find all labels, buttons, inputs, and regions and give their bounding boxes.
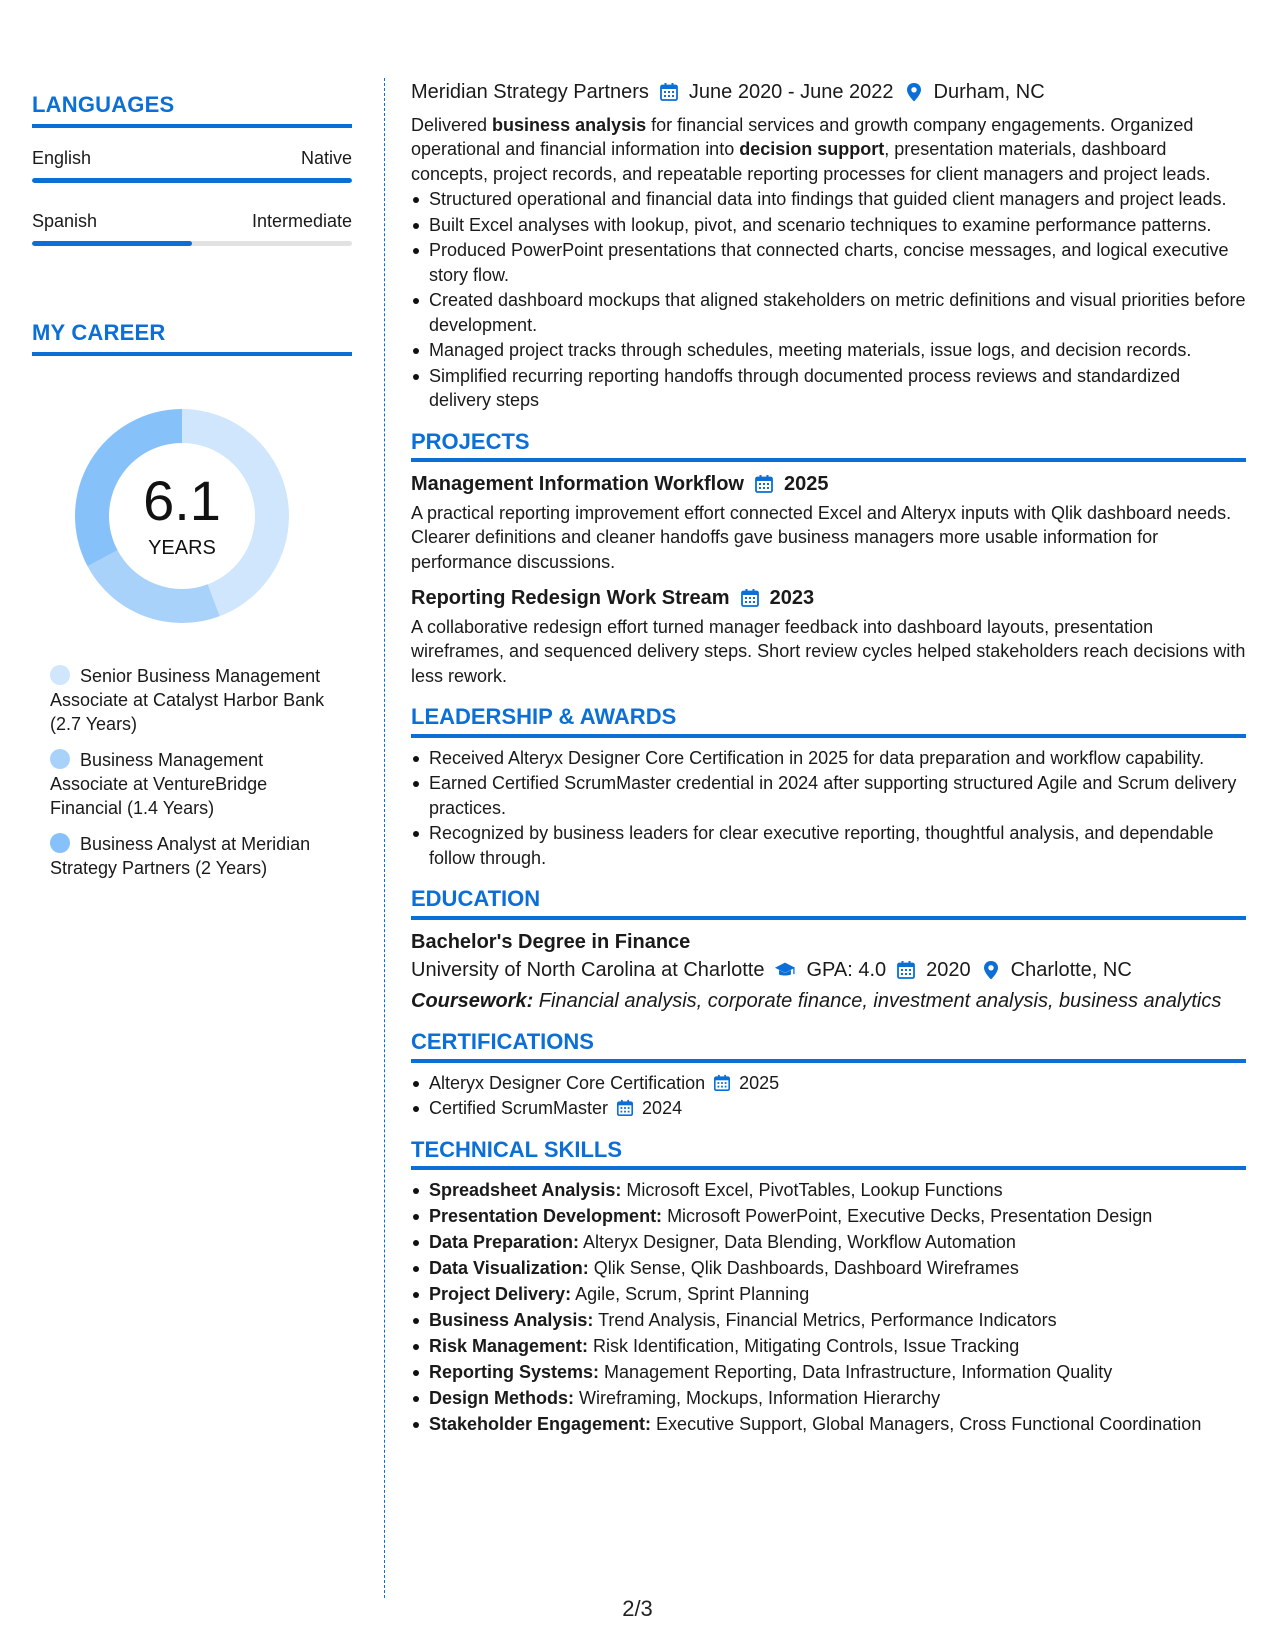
calendar-icon [896, 960, 916, 980]
awards-list [411, 746, 1246, 871]
education-gpa: GPA: 4.0 [806, 959, 887, 981]
main-content [411, 80, 1246, 1438]
skill-value: Wireframing, Mockups, Information Hierarchy [574, 1388, 941, 1408]
certification-year: 2024 [642, 1098, 683, 1118]
award-item: Earned Certified ScrumMaster credential in 2024 after supporting structured Agile and Scrum delivery practices. [411, 771, 1246, 820]
skill-item [411, 1334, 1246, 1359]
project-year: 2023 [769, 587, 815, 609]
job-summary [411, 113, 1246, 187]
calendar-icon [740, 588, 760, 608]
award-item: Received Alteryx Designer Core Certification in 2025 for data preparation and workflow capability. [411, 746, 1246, 771]
skill-item [411, 1360, 1246, 1385]
skill-item [411, 1412, 1246, 1437]
career-heading: MY CAREER [32, 320, 352, 356]
legend-dot [50, 665, 70, 685]
career-total-years: 6.1 [143, 468, 221, 532]
skill-label: Stakeholder Engagement: [429, 1414, 652, 1434]
language-proficiency-fill [32, 241, 192, 246]
career-donut-chart [66, 400, 298, 632]
skill-value: Alteryx Designer, Data Blending, Workflow Automation [579, 1232, 1016, 1252]
coursework-label: Coursework: [411, 989, 534, 1012]
skill-value: Agile, Scrum, Sprint Planning [571, 1284, 810, 1304]
graduation-cap-icon [774, 960, 796, 980]
calendar-icon [616, 1099, 634, 1117]
awards-heading: LEADERSHIP & AWARDS [411, 705, 1246, 738]
skill-item [411, 1178, 1246, 1203]
column-divider [384, 78, 385, 1598]
job-bullet: Managed project tracks through schedules, meeting materials, issue logs, and decision records. [411, 338, 1246, 363]
skills-heading: TECHNICAL SKILLS [411, 1138, 1246, 1171]
skill-label: Business Analysis: [429, 1310, 594, 1330]
skill-item [411, 1308, 1246, 1333]
language-name: English [32, 148, 92, 168]
skill-label: Project Delivery: [429, 1284, 572, 1304]
skill-item [411, 1386, 1246, 1411]
certification-year: 2025 [739, 1072, 780, 1093]
language-spanish [32, 211, 352, 246]
skill-value: Microsoft PowerPoint, Executive Decks, Presentation Design [662, 1206, 1153, 1226]
career-legend-item [50, 748, 340, 820]
award-item: Recognized by business leaders for clear executive reporting, thoughtful analysis, and dependable follow through. [411, 821, 1246, 870]
language-proficiency-bar [32, 178, 352, 183]
page-number: 2/3 [622, 1596, 653, 1621]
certification-item [411, 1071, 1246, 1096]
project-name: Management Information Workflow [411, 473, 744, 495]
project-description: A practical reporting improvement effort connected Excel and Alteryx inputs with Qlik dashboard needs. Clearer definitions and cleaner handoffs gave business managers more usable information for performance discussions. [411, 502, 1232, 572]
certifications-heading: CERTIFICATIONS [411, 1030, 1246, 1063]
legend-dot [50, 833, 70, 853]
job-header [411, 80, 1246, 105]
project-name: Reporting Redesign Work Stream [411, 587, 730, 609]
job-bullet: Simplified recurring reporting handoffs through documented process reviews and standardized delivery steps [411, 364, 1246, 413]
sidebar [32, 92, 352, 892]
education-location: Charlotte, NC [1010, 959, 1132, 981]
skill-value: Management Reporting, Data Infrastructure, Information Quality [599, 1362, 1113, 1382]
skill-label: Reporting Systems: [429, 1362, 600, 1382]
language-proficiency-fill [32, 178, 352, 183]
job-bullet: Produced PowerPoint presentations that connected charts, concise messages, and logical executive story flow. [411, 238, 1246, 287]
career-legend-item [50, 832, 340, 880]
summary-text: , presentation materials, dashboard concepts, project records, and repeatable reporting processes for client managers and project leads. [411, 139, 1211, 184]
skill-value: Trend Analysis, Financial Metrics, Performance Indicators [593, 1310, 1057, 1330]
career-legend-item [50, 664, 340, 736]
languages-heading: LANGUAGES [32, 92, 352, 128]
career-total-unit: YEARS [148, 536, 216, 559]
job-location: Durham, NC [933, 81, 1045, 103]
project-description: A collaborative redesign effort turned manager feedback into dashboard layouts, presentation wireframes, and sequenced delivery steps. Short review cycles helped stakeholders reach decisions with less rework. [411, 616, 1246, 686]
skill-value: Microsoft Excel, PivotTables, Lookup Functions [621, 1180, 1003, 1200]
skill-value: Risk Identification, Mitigating Controls, Issue Tracking [588, 1336, 1020, 1356]
education-school: University of North Carolina at Charlotte [411, 959, 765, 981]
job-bullet: Built Excel analyses with lookup, pivot, and scenario techniques to examine performance patterns. [411, 213, 1246, 238]
skills-list [411, 1178, 1246, 1437]
career-role-label: Business Management Associate at VentureBridge Financial (1.4 Years) [50, 750, 268, 818]
language-level: Intermediate [251, 211, 352, 231]
career-role-label: Senior Business Management Associate at Catalyst Harbor Bank (2.7 Years) [50, 666, 325, 734]
location-pin-icon [904, 82, 924, 102]
education-coursework [411, 989, 1246, 1014]
certification-name: Alteryx Designer Core Certification [429, 1072, 706, 1093]
skill-item [411, 1230, 1246, 1255]
project-title [411, 472, 1246, 497]
job-dates: June 2020 - June 2022 [688, 81, 894, 103]
summary-emphasis: business analysis [492, 114, 647, 135]
summary-text: for financial services and growth company engagements. Organized operational and financial information into [411, 114, 1194, 159]
certification-item [411, 1096, 1246, 1121]
location-pin-icon [981, 960, 1001, 980]
calendar-icon [659, 82, 679, 102]
summary-emphasis: decision support [739, 139, 885, 159]
legend-dot [50, 749, 70, 769]
skill-value: Qlik Sense, Qlik Dashboards, Dashboard Wireframes [588, 1258, 1019, 1278]
language-level: Native [300, 148, 352, 168]
skill-label: Data Preparation: [429, 1232, 580, 1252]
skill-value: Executive Support, Global Managers, Cross Functional Coordination [651, 1414, 1202, 1434]
education-year: 2020 [926, 959, 971, 981]
education-details [411, 958, 1246, 983]
language-proficiency-bar [32, 241, 352, 246]
education-degree: Bachelor's Degree in Finance [411, 930, 691, 953]
calendar-icon [713, 1074, 731, 1092]
career-role-label: Business Analyst at Meridian Strategy Partners (2 Years) [50, 834, 311, 878]
job-bullet: Structured operational and financial data into findings that guided client managers and project leads. [411, 187, 1246, 212]
summary-text: Delivered [411, 114, 493, 135]
job-bullet: Created dashboard mockups that aligned stakeholders on metric definitions and visual priorities before development. [411, 288, 1246, 337]
skill-label: Presentation Development: [429, 1206, 663, 1226]
skill-label: Data Visualization: [429, 1258, 589, 1278]
skill-item [411, 1204, 1246, 1229]
coursework-text: Financial analysis, corporate finance, investment analysis, business analytics [533, 989, 1222, 1012]
skill-label: Spreadsheet Analysis: [429, 1180, 622, 1200]
skill-item [411, 1282, 1246, 1307]
job-company: Meridian Strategy Partners [411, 81, 649, 103]
language-english [32, 148, 352, 183]
skill-label: Design Methods: [429, 1388, 575, 1408]
calendar-icon [754, 474, 774, 494]
skill-item [411, 1256, 1246, 1281]
language-name: Spanish [32, 211, 98, 231]
project-title [411, 586, 1246, 611]
skill-label: Risk Management: [429, 1336, 589, 1356]
projects-heading: PROJECTS [411, 430, 1246, 463]
certification-name: Certified ScrumMaster [429, 1098, 609, 1118]
education-heading: EDUCATION [411, 887, 1246, 920]
job-bullets [411, 187, 1246, 413]
career-legend [50, 664, 340, 880]
project-year: 2025 [783, 473, 829, 495]
certifications-list [411, 1071, 1246, 1121]
